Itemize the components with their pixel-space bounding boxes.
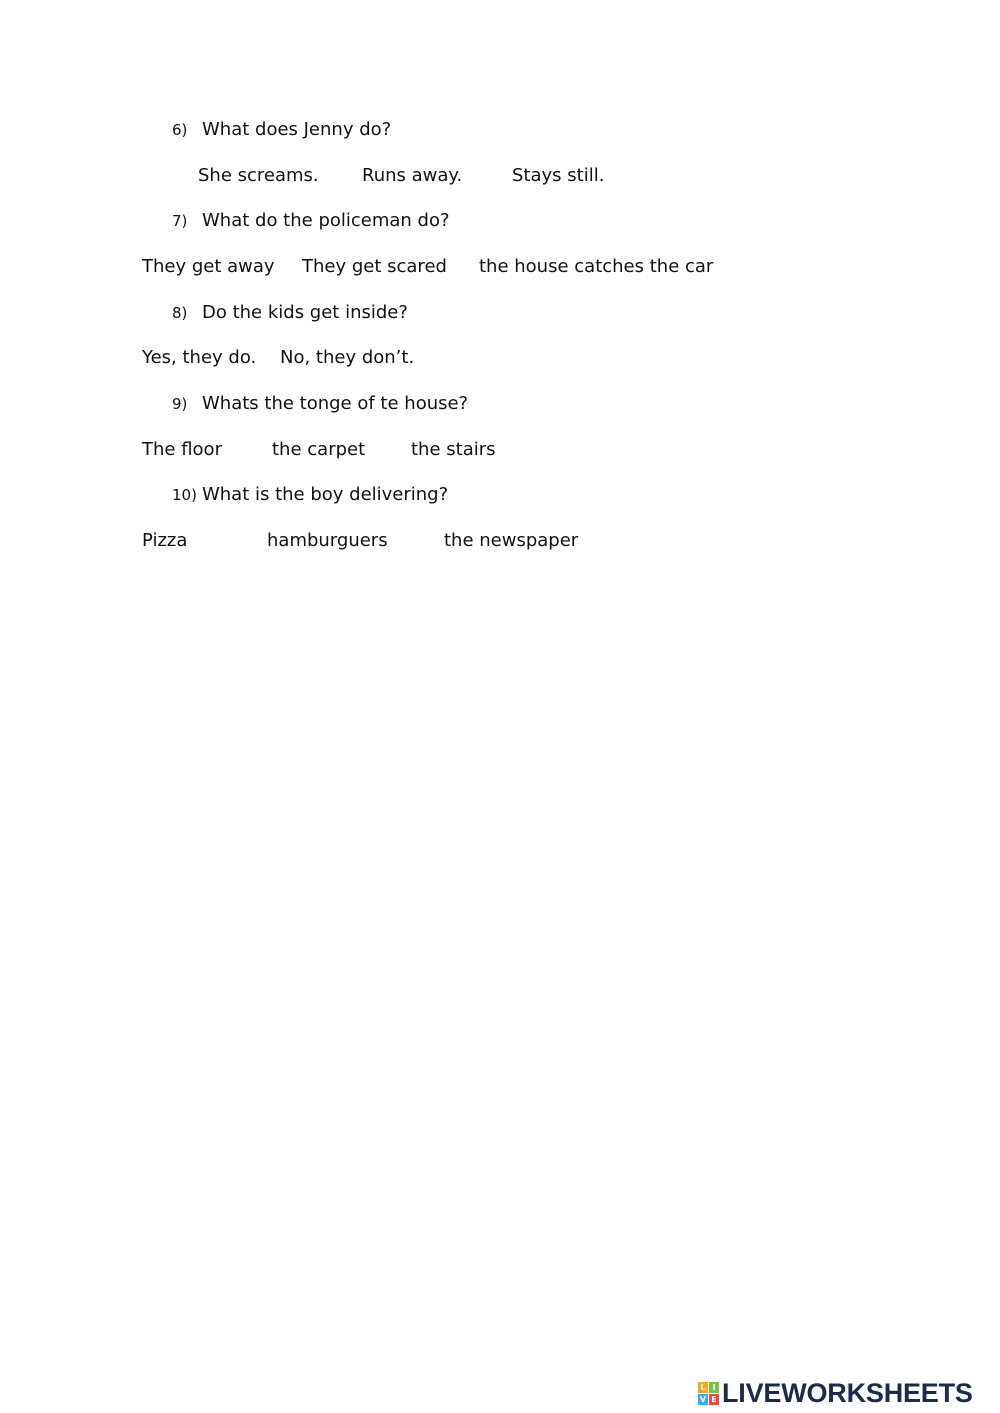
question-10 (172, 484, 448, 506)
answer-option[interactable]: Stays still. (512, 165, 605, 186)
answer-option[interactable]: Yes, they do. (142, 347, 257, 368)
question-number: 10) (172, 486, 197, 504)
answer-option[interactable]: Pizza (142, 530, 188, 551)
logo-mark-letter: I (709, 1382, 719, 1393)
question-number: 6) (172, 121, 188, 139)
question-8 (172, 302, 408, 324)
answer-option[interactable]: She screams. (198, 165, 319, 186)
answer-option[interactable]: The floor (142, 439, 222, 460)
logo-mark-letter: V (699, 1394, 707, 1404)
question-text: What does Jenny do? (202, 119, 392, 140)
liveworksheets-logo[interactable] (698, 1378, 973, 1408)
answer-option[interactable]: the newspaper (444, 530, 579, 551)
answer-option[interactable]: the stairs (411, 439, 496, 460)
question-9 (172, 393, 468, 415)
question-number: 7) (172, 212, 188, 230)
answer-option[interactable]: No, they don’t. (280, 347, 415, 368)
answer-option[interactable]: the carpet (272, 439, 366, 460)
answer-option[interactable]: They get away (142, 256, 275, 277)
logo-mark-letter: L (698, 1382, 708, 1393)
answer-option[interactable]: the house catches the car (479, 256, 714, 277)
logo-mark-letter: E (709, 1394, 719, 1405)
question-6 (172, 119, 391, 141)
question-7 (172, 210, 450, 232)
answer-option[interactable]: hamburguers (267, 530, 388, 551)
question-number: 9) (172, 395, 188, 413)
question-text: What is the boy delivering? (201, 484, 449, 505)
question-text: What do the policeman do? (202, 210, 450, 231)
question-number: 8) (172, 304, 188, 322)
brand-name: LIVEWORKSHEETS (722, 1377, 973, 1408)
answer-option[interactable]: Runs away. (362, 165, 463, 186)
liveworksheets-mark-icon (698, 1382, 719, 1405)
question-text: Whats the tonge of te house? (202, 393, 469, 414)
question-text: Do the kids get inside? (202, 302, 408, 323)
answer-option[interactable]: They get scared (302, 256, 447, 277)
